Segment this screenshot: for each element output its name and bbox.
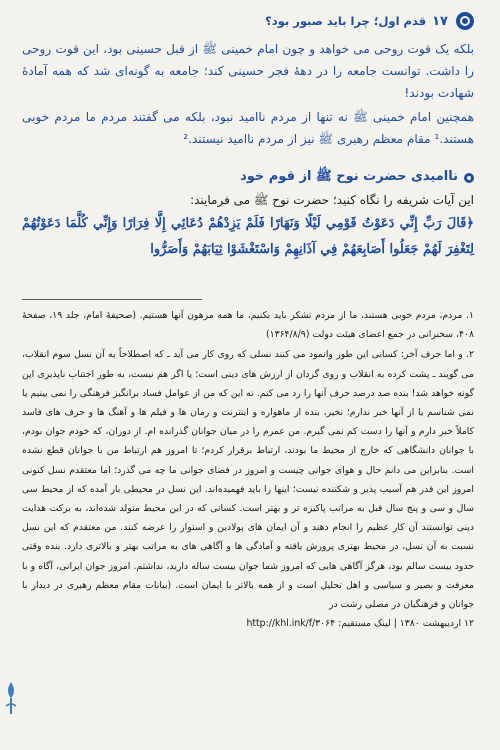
running-header [22, 10, 474, 32]
paragraph-1: بلکه یک قوت روحی می خواهد و چون امام خمینی ﷺ از قبل حسینی بود، این قوت روحی را داشت. توانست جامعه را در دههٔ فجر حسینی کند؛ جامعه به گونه‌ای شد که همه آمادهٔ شهادت بودند! [22, 42, 474, 100]
section-heading-text: ناامیدی حضرت نوح ﷺ از قوم خود [240, 169, 458, 184]
quran-verse: ﴿قَالَ رَبِّ إِنِّي دَعَوْتُ قَوْمِي لَيْلًا وَنَهَارًا فَلَمْ يَزِدْهُمْ دُعَائِي إِلَّا فِرَارًا وَإِنِّي كُلَّمَا دَعَوْتُهُمْ لِتَغْفِرَ لَهُمْ جَعَلُوا أَصَابِعَهُمْ فِي آذَانِهِمْ وَاسْتَغْشَوْا ثِيَابَهُمْ وَأَصَرُّوا [22, 216, 474, 257]
footnote-divider [22, 299, 202, 300]
circle-badge-icon [456, 12, 474, 30]
footnote-2: ۲. و اما حرف آخر: کسانی این طور وانمود می کنند نسلی که روی کار می آید ـ که اصطلاحاً به آن نسل سوم انقلاب، می گویند ـ پشت کرده به انقلاب و روی گردان از ارزش های دینی است؛ یا اگر هم نیست، به طور اجتناب ناپذیری این گونه خواهد شد! بنده صد درصد حرف آنها را رد می کنم. نه این که من از عوامل فساد برانگیز فرهنگی را نمی بینیم یا نمی شناسم یا از آنها خبر ندارم؛ نخیر، بنده از ماهواره و اینترنت و رمان ها و فیلم ها و آهنگ ها و حرف های فاسد کاملاً خبر دارم و آنها را دست کم نمی گیرم. من عمرم را در میان جوانان گذرانده ام. از دوران، که خودم جوان بودم، با جوانان دانشگاهی که خارج از محیط ما بودند، ارتباط برقرار کردم؛ تا امروز هم ارتباط من با جوانان قطع نشده است. بنابراین می دانم حال و هوای جوانی چیست و امروز در فضای جوانی ما چه می گذرد؛ اما معتقدم نسل کنونی امروز این قدر هم آسیب پذیر و شکننده نیست؛ اینها را باید فهمیده‌اند. این نسل در محیطی بار آمده که از محیط سی سال و سی و پنج سال قبل به مراتب پاکیزه تر و بهتر است. کسانی که در این محیط متولد شده‌اند، به برکت هدایت دینی توانستند آن کار عظیم را انجام دهند و آن ایمان های پولادین و استوار را عرضه کنند. من معتقدم که این نسل نسبت به آن نسل، در محیط بهتری پرورش یافته و آمادگی ها و آگاهی های به مراتب بهتر و بالاتری دارد. بنده وقتی حدود بیست سالم بود، هرگز آگاهی هایی که امروز شما جوان بیست ساله دارید، نداشتم. امروز جوان ایرانی، آگاه و با معرفت و بصیر و سیاسی و اهل تحلیل است و از همه بالاتر با ایمان است. (بیانات مقام معظم رهبری در دیدار با جوانان و فرهنگیان در مصلی رشت در [22, 349, 474, 611]
publisher-logo-icon [4, 680, 18, 716]
page-number: ۱۷ [432, 13, 448, 29]
paragraph-2: همچنین امام خمینی ﷺ نه تنها از مردم ناامید نبود، بلکه می گفتند مردم ما مردم خوبی هستند.¹ مقام معظم رهبری ﷺ نیز از مردم ناامید نیستند.² [22, 110, 474, 146]
footnote-1: ۱. مردم، مردم خوبی هستند، ما از مردم تشکر باید بکنیم، ما همه مرهون آنها هستیم. (صحیفهٔ امام، جلد ۱۹، صفحهٔ ۴۰۸، سخنرانی در جمع اعضای هیئت دولت (۱۳۶۴/۸/۹) [22, 310, 474, 341]
chapter-title: قدم اول؛ چرا باید صبور بود؟ [265, 14, 427, 28]
main-text [22, 38, 474, 150]
circle-bullet-icon [464, 173, 474, 183]
footnotes [22, 306, 474, 633]
section-heading [22, 168, 474, 187]
section-intro: این آیات شریفه را نگاه کنید؛ حضرت نوح ﷺ می فرمایند: [190, 193, 474, 207]
footnote-2-reference: ۱۲ اردیبهشت ۱۳۸۰ | لینک مستقیم: http://khl.ink/f/۳۰۶۴ [246, 618, 474, 630]
